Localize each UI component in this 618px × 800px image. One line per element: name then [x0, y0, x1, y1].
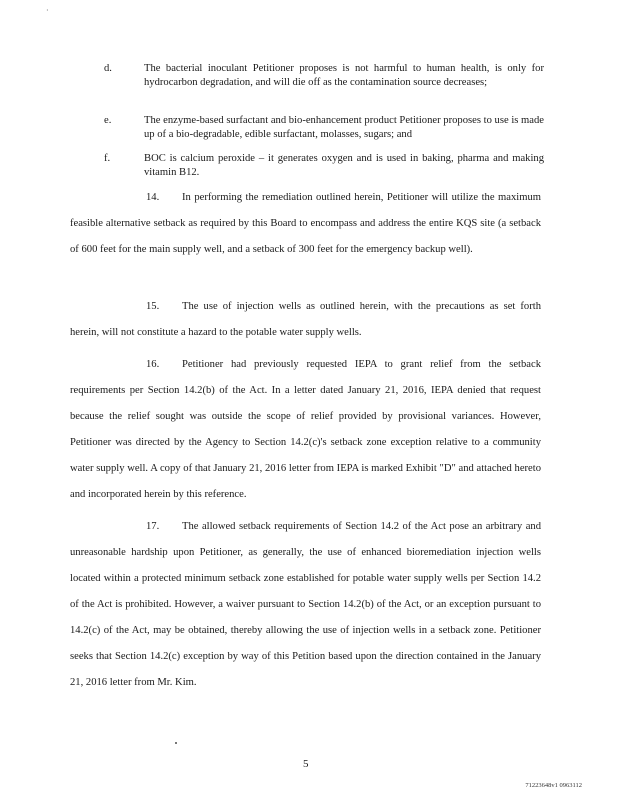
list-item-text: The enzyme-based surfactant and bio-enhancement product Petitioner proposes to use is made up of a bio-degradable, edible surfactant, molasses, sugars; and — [144, 115, 544, 140]
paragraph-number: 15. — [146, 301, 160, 312]
paragraph-number: 14. — [146, 192, 160, 203]
page-number: 5 — [303, 758, 309, 770]
list-item-letter: f. — [104, 153, 111, 164]
paragraph-text: The allowed setback requirements of Section 14.2 of the Act pose an arbitrary and unreasonable hardship upon Petitioner, as generally, the use of enhanced bioremediation injection wells located within a protected minimum setback zone established for potable water supply wells per Section 14.2 of the Act is prohibited. However, a waiver pursuant to Section 14.2(b) of the Act, or an exception pursuant to 14.2(c) of the Act, may be obtained, thereby allowing the use of injection wells in a setback zone. Petitioner seeks that Section 14.2(c) exception by way of this Petition based upon the direction contained in the January 21, 2016 letter from Mr. Kim. — [70, 521, 541, 688]
paragraph-17 — [70, 514, 541, 696]
corner-mark: · — [46, 6, 49, 15]
list-item-text: BOC is calcium peroxide – it generates oxygen and is used in baking, pharma and making vitamin B12. — [144, 153, 544, 178]
list-item-text: The bacterial inoculant Petitioner proposes is not harmful to human health, is only for hydrocarbon degradation, and will die off as the contamination source decreases; — [144, 63, 544, 88]
paragraph-16 — [70, 352, 541, 508]
list-item-letter: d. — [104, 63, 112, 74]
document-id: 71223648v1 0963112 — [525, 782, 582, 789]
paragraph-text: In performing the remediation outlined herein, Petitioner will utilize the maximum feasible alternative setback as required by this Board to encompass and address the entire KQS site (a setback of 600 feet for the main supply well, and a setback of 300 feet for the emergency backup well). — [70, 192, 541, 255]
scan-dot — [175, 742, 177, 744]
paragraph-14 — [70, 185, 541, 263]
paragraph-number: 17. — [146, 521, 160, 532]
paragraph-text: The use of injection wells as outlined herein, with the precautions as set forth herein, will not constitute a hazard to the potable water supply wells. — [70, 301, 541, 338]
paragraph-15 — [70, 294, 541, 346]
paragraph-text: Petitioner had previously requested IEPA to grant relief from the setback requirements per Section 14.2(b) of the Act. In a letter dated January 21, 2016, IEPA denied that request because the relief sought was outside the scope of relief provided by provisional variances. However, Petitioner was directed by the Agency to Section 14.2(c)'s setback zone exception relative to a community water supply well. A copy of that January 21, 2016 letter from IEPA is marked Exhibit "D" and attached hereto and incorporated herein by this reference. — [70, 359, 541, 500]
paragraph-number: 16. — [146, 359, 160, 370]
list-item-letter: e. — [104, 115, 112, 126]
